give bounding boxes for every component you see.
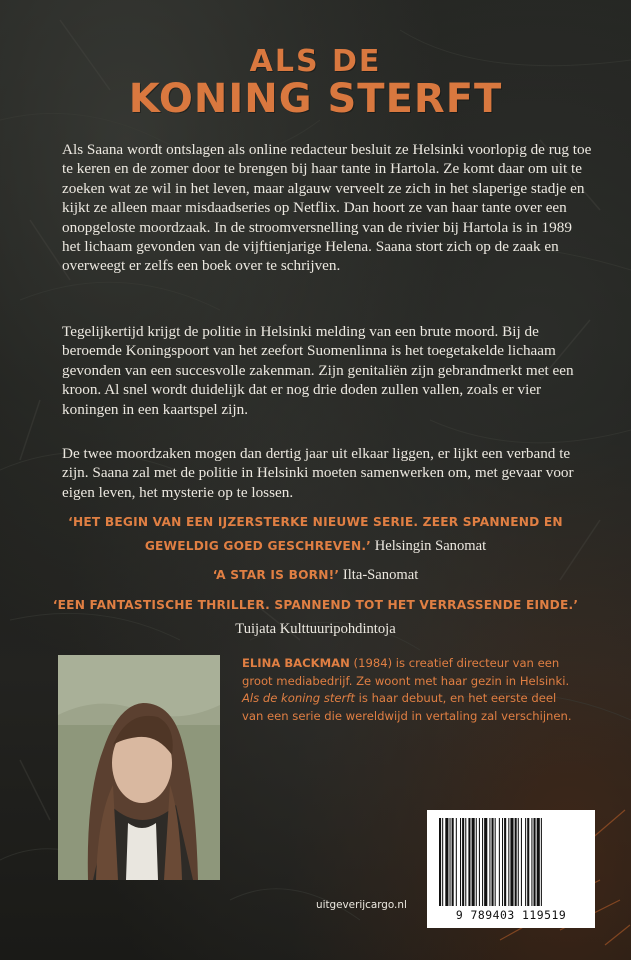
quote-source: Helsingin Sanomat xyxy=(374,538,487,554)
bio-text-1: (1984) is creatief directeur van een groot mediabedrijf. Ze woont met haar gezin in Helsinki. xyxy=(242,656,570,688)
blurb-paragraph-3: De twee moordzaken mogen dan dertig jaar uit elkaar liggen, er lijkt een verband te zijn. Saana zal met de politie in Helsinki moeten samenwerken om, met gevaar voor eigen leven, het mysterie op te lossen. xyxy=(62,445,574,501)
bio-book-title: Als de koning sterft xyxy=(242,691,355,706)
quote-text: ‘A STAR IS BORN!’ xyxy=(212,568,340,582)
book-title-line-1: ALS DE xyxy=(249,44,382,79)
author-photo xyxy=(58,655,220,880)
book-title-line-2: KONING STERFT xyxy=(128,76,503,122)
publisher-url: uitgeverijcargo.nl xyxy=(316,899,407,911)
barcode-bars xyxy=(437,818,585,906)
review-quote-3 xyxy=(40,593,591,641)
blurb-paragraph-2: Tegelijkertijd krijgt de politie in Helsinki melding van een brute moord. Bij de beroemde Koningspoort van het zeefort Suomenlinna is het toegetakelde lichaam gevonden van een succesvolle zakenman. Zijn genitaliën zijn gebrandmerkt met een kroon. Al snel wordt duidelijk dat er nog drie doden zullen vallen, zoals er vier koningen in een kaartspel zijn. xyxy=(62,323,574,418)
quote-text: ‘EEN FANTASTISCHE THRILLER. SPANNEND TOT HET VERRASSENDE EINDE.’ xyxy=(52,598,579,612)
review-quote-1 xyxy=(40,510,591,558)
author-bio xyxy=(242,655,577,725)
isbn-barcode xyxy=(427,810,595,928)
isbn-number: 9 789403 119519 xyxy=(455,908,567,922)
quote-text: ‘HET BEGIN VAN EEN IJZERSTERKE NIEUWE SERIE. ZEER SPANNEND EN GEWELDIG GOED GESCHREVEN.’ xyxy=(68,515,563,553)
quote-source: Ilta-Sanomat xyxy=(342,567,419,583)
blurb-paragraph-1: Als Saana wordt ontslagen als online redacteur besluit ze Helsinki voorlopig de rug toe te keren en de zomer door te brengen bij haar tante in Hartola. Ze komt daar om uit te zoeken wat ze wil in het leven, maar algauw verveelt ze zich in het slaperige stadje en kijkt ze alleen maar misdaadseries op Netflix. Dan hoort ze van haar tante over een onopgeloste moordzaak. In de stroomversnelling van de rivier bij Hartola is in 1989 het lichaam gevonden van de vijftienjarige Helena. Saana stort zich op de zaak en overweegt er zelfs een boek over te schrijven. xyxy=(62,141,592,275)
quote-source: Tuijata Kulttuuripohdintoja xyxy=(235,621,396,637)
author-name: ELINA BACKMAN xyxy=(242,656,350,670)
bio-text-2: is haar debuut, en het eerste deel van een serie die wereldwijd in vertaling zal verschijnen. xyxy=(242,691,572,723)
review-quote-2 xyxy=(40,563,591,587)
